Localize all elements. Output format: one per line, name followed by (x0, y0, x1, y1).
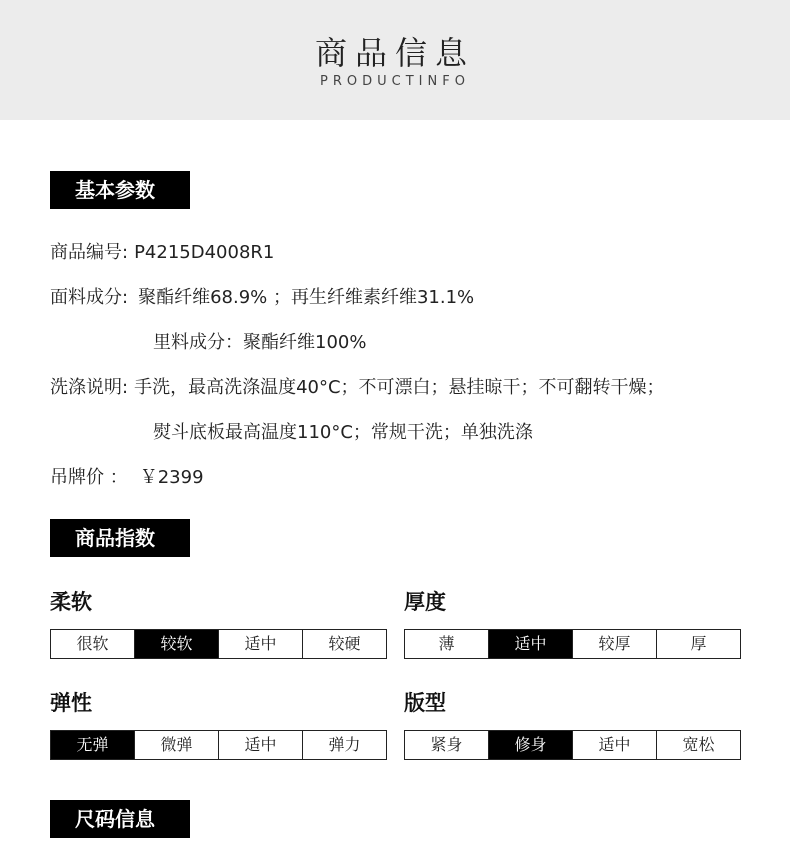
scale-option: 弹力 (328, 735, 361, 754)
index-title-softness: 柔软 (50, 590, 92, 614)
product-code-label: 商品编号: (50, 242, 129, 263)
scale-option: 宽松 (682, 735, 715, 754)
scale-option: 较厚 (573, 630, 657, 658)
section-tag-index: 商品指数 (50, 519, 190, 557)
scale-option: 薄 (405, 630, 489, 658)
elasticity-scale (50, 730, 387, 760)
index-title-elasticity: 弹性 (50, 691, 92, 715)
scale-option: 紧身 (405, 731, 489, 759)
page-title: 商品信息 (314, 34, 475, 72)
index-title-fit: 版型 (404, 691, 446, 715)
scale-option: 较硬 (328, 634, 361, 653)
index-title-thickness: 厚度 (404, 590, 446, 614)
scale-option: 适中 (219, 630, 303, 658)
scale-option: 厚 (690, 634, 707, 653)
scale-option: 适中 (489, 630, 573, 658)
wash-value: 手洗，最高洗涤温度40°C；不可漂白；悬挂晾干；不可翻转干燥； (134, 377, 665, 398)
section-tag-basic: 基本参数 (50, 171, 190, 209)
section-tag-size: 尺码信息 (50, 800, 190, 838)
softness-scale (50, 629, 387, 659)
fit-scale (404, 730, 741, 760)
scale-option: 修身 (489, 731, 573, 759)
wash-row (50, 373, 665, 399)
wash-row-2: 熨斗底板最高温度110°C；常规干洗；单独洗涤 (153, 422, 533, 443)
wash-label: 洗涤说明: (50, 377, 129, 398)
scale-option: 较软 (135, 630, 219, 658)
scale-option: 微弹 (135, 731, 219, 759)
price-label: 吊牌价 ： (50, 467, 128, 488)
scale-option: 很软 (51, 630, 135, 658)
page-subtitle: PRODUCTINFO (320, 74, 470, 89)
fabric-value: 聚酯纤维68.9% ；再生纤维素纤维31.1% (138, 287, 475, 308)
fabric-label: 面料成分: (50, 287, 129, 308)
header-banner (0, 0, 790, 120)
thickness-scale (404, 629, 741, 659)
product-code-value: P4215D4008R1 (134, 242, 275, 263)
product-code-row (50, 238, 274, 264)
price-row (50, 463, 204, 489)
price-value: ￥2399 (139, 467, 204, 488)
scale-option: 适中 (573, 731, 657, 759)
scale-option: 无弹 (51, 731, 135, 759)
lining-row: 里料成分：聚酯纤维100% (153, 332, 367, 353)
scale-option: 适中 (219, 731, 303, 759)
fabric-row (50, 283, 474, 309)
